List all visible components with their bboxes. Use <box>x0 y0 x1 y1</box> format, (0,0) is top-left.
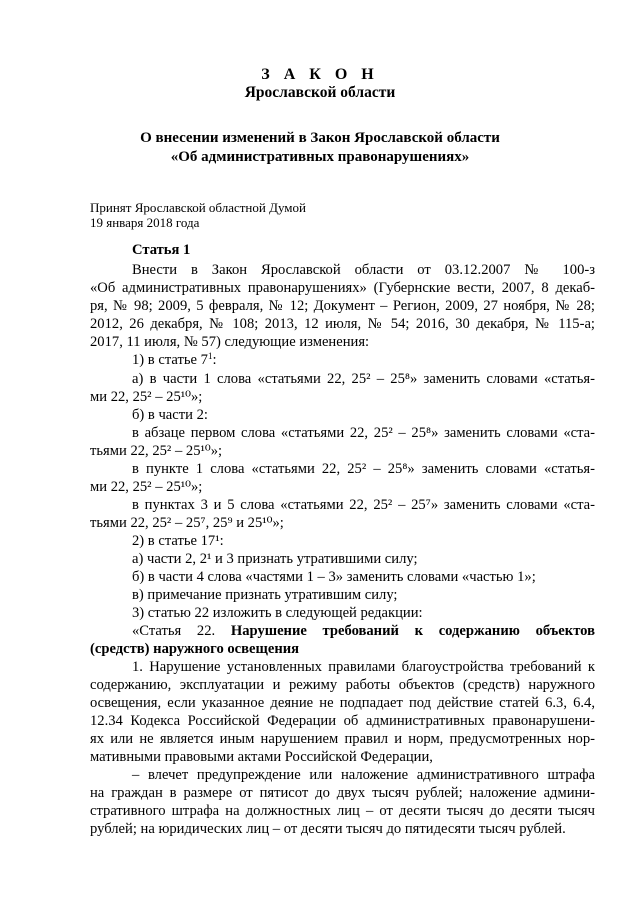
amendment-line: в пунктах 3 и 5 слова «статьями 22, 25² – 25⁷» заменить словами «ста- <box>132 497 595 513</box>
amendment-line: ми 22, 25² – 25¹⁰»; <box>90 389 203 405</box>
adoption-body: Принят Ярославской областной Думой <box>90 200 306 215</box>
article-22-heading <box>132 623 595 640</box>
amendment-line: тьями 22, 25² – 25⁷, 25⁹ и 25¹⁰»; <box>90 515 284 531</box>
law-subject-line-2: «Об административных правонарушениях» <box>170 149 470 165</box>
article-text-line: ря, № 98; 2009, 5 февраля, № 12; Документ – Регион, 2009, 27 ноября, № 28; <box>90 298 595 314</box>
article-22-text-line: 1. Нарушение установленных правилами благоустройства требований к <box>132 659 595 675</box>
law-region: Ярославской области <box>244 84 396 101</box>
law-title: З А К О Н <box>261 66 379 83</box>
article-22-text-line: мативными правовыми актами Российской Федерации, <box>90 749 433 765</box>
amendment-line: а) в части 1 слова «статьями 22, 25² – 25⁸» заменить словами «статья- <box>132 371 595 387</box>
amendment-line: в пункте 1 слова «статьями 22, 25² – 25⁸» заменить словами «статья- <box>132 461 595 477</box>
article-text-line: «Об административных правонарушениях» (Губернские вести, 2007, 8 декаб- <box>90 280 595 296</box>
article-22-text-line: на граждан в размере от пятисот до двух тысяч рублей; наложение админи- <box>90 785 595 801</box>
amendment-line: тьями 22, 25² – 25¹⁰»; <box>90 443 223 459</box>
article-22-title: Нарушение требований к содержанию объектов <box>230 623 595 639</box>
article-22-title-cont: (средств) наружного освещения <box>90 641 300 657</box>
amendment-item: 3) статью 22 изложить в следующей редакции: <box>132 605 423 621</box>
amendment-line: б) в части 4 слова «частями 1 – 3» заменить словами «частью 1»; <box>132 569 536 585</box>
superscript: 1 <box>207 351 213 361</box>
article-text-line: 2012, 26 декабря, № 108; 2013, 12 июля, № 54; 2016, 30 декабря, № 115-а; <box>90 316 595 332</box>
article-22-text-line: содержанию, эксплуатации и режиму работы объектов (средств) наружного <box>90 677 595 693</box>
adoption-date: 19 января 2018 года <box>90 215 200 230</box>
article-22-text-line: 12.34 Кодекса Российской Федерации об административных правонарушени- <box>90 713 595 729</box>
article-22-text-line: ях или не является иным нарушением правил и норм, предусмотренных нор- <box>90 731 595 747</box>
article-heading: Статья 1 <box>132 242 191 258</box>
amendment-line: б) в части 2: <box>132 407 208 423</box>
amendment-line: ми 22, 25² – 25¹⁰»; <box>90 479 203 495</box>
amendment-item-text: : <box>212 352 217 368</box>
article-text-line: 2017, 11 июля, № 57) следующие изменения: <box>90 334 370 350</box>
amendment-line: в) примечание признать утратившим силу; <box>132 587 398 603</box>
amendment-item: 2) в статье 17¹: <box>132 533 224 549</box>
amendment-item <box>132 352 217 369</box>
article-22-text-line: стративного штрафа на должностных лиц – от десяти тысяч до десяти тысяч <box>90 803 595 819</box>
amendment-line: в абзаце первом слова «статьями 22, 25² – 25⁸» заменить словами «ста- <box>132 425 595 441</box>
article-22-text-line: рублей; на юридических лиц – от десяти тысяч до пятидесяти тысяч рублей. <box>90 821 566 837</box>
article-22-text-line: – влечет предупреждение или наложение административного штрафа <box>132 767 595 783</box>
article-22-text-line: освещения, если указанное деяние не подпадает под действие статей 6.3, 6.4, <box>90 695 595 711</box>
amendment-item-text: 1) в статье 7 <box>132 352 208 368</box>
law-subject-line-1: О внесении изменений в Закон Ярославской области <box>140 130 500 146</box>
article-22-prefix: «Статья 22. <box>132 623 216 639</box>
article-text-line: Внести в Закон Ярославской области от 03.12.2007 № 100-з <box>132 262 595 278</box>
amendment-line: а) части 2, 2¹ и 3 признать утратившими силу; <box>132 551 418 567</box>
